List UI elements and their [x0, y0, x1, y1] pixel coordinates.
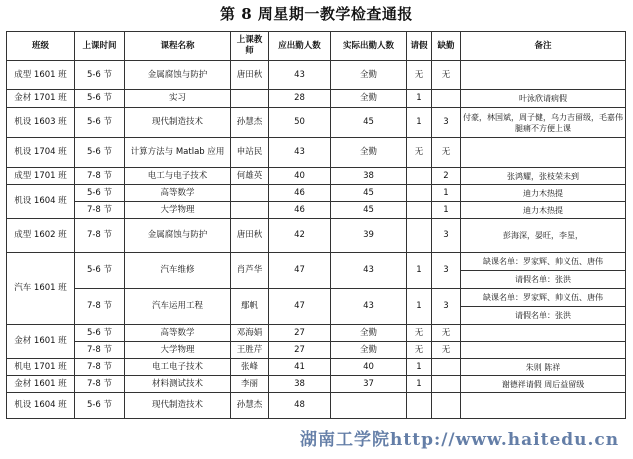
- actual-cell: 43: [331, 289, 407, 325]
- time-cell: 7-8 节: [75, 376, 125, 393]
- course-cell: 现代制造技术: [125, 108, 231, 138]
- site-watermark: 湖南工学院http://www.haitedu.cn: [300, 430, 620, 450]
- teacher-cell: 孙慧杰: [231, 108, 269, 138]
- note-cell: 缺课名单：罗家辉、帅义伍、唐伟: [461, 289, 626, 307]
- class-cell: 金材 1601 班: [7, 325, 75, 359]
- teacher-cell: [231, 185, 269, 202]
- leave-cell: 1: [407, 253, 432, 289]
- due-cell: 48: [269, 393, 331, 419]
- table-row: [7, 342, 626, 359]
- time-cell: 5-6 节: [75, 325, 125, 342]
- actual-cell: 37: [331, 376, 407, 393]
- header-teacher: 上课教师: [231, 32, 269, 61]
- leave-cell: 1: [407, 108, 432, 138]
- note-cell: 请假名单：张洪: [461, 307, 626, 325]
- actual-cell: 45: [331, 202, 407, 219]
- time-cell: 5-6 节: [75, 61, 125, 90]
- due-cell: 43: [269, 61, 331, 90]
- leave-cell: 1: [407, 376, 432, 393]
- due-cell: 38: [269, 376, 331, 393]
- class-cell: 汽车 1601 班: [7, 253, 75, 325]
- table-row: [7, 61, 626, 90]
- note-cell: 迪力木热提: [461, 185, 626, 202]
- due-cell: 27: [269, 342, 331, 359]
- teacher-cell: 鄢帆: [231, 289, 269, 325]
- due-cell: 42: [269, 219, 331, 253]
- note-cell: 缺课名单：罗家辉、帅义伍、唐伟: [461, 253, 626, 271]
- actual-cell: 43: [331, 253, 407, 289]
- class-cell: 成型 1701 班: [7, 168, 75, 185]
- teacher-cell: 邓海娟: [231, 325, 269, 342]
- teacher-cell: [231, 90, 269, 108]
- course-cell: 金属腐蚀与防护: [125, 219, 231, 253]
- table-row: [7, 185, 626, 202]
- absent-cell: 3: [432, 253, 461, 289]
- course-cell: 汽车维修: [125, 253, 231, 289]
- note-cell: 朱则 陈祥: [461, 359, 626, 376]
- course-cell: 材料测试技术: [125, 376, 231, 393]
- absent-cell: 无: [432, 138, 461, 168]
- class-cell: 机设 1604 班: [7, 393, 75, 419]
- table-row: [7, 168, 626, 185]
- actual-cell: [331, 393, 407, 419]
- table-row: [7, 393, 626, 419]
- absent-cell: 1: [432, 185, 461, 202]
- table-row: [7, 376, 626, 393]
- note-cell: 叶泳欣请病假: [461, 90, 626, 108]
- table-row: [7, 108, 626, 138]
- absent-cell: [432, 90, 461, 108]
- time-cell: 5-6 节: [75, 90, 125, 108]
- due-cell: 41: [269, 359, 331, 376]
- course-cell: 电工电子技术: [125, 359, 231, 376]
- course-cell: 实习: [125, 90, 231, 108]
- leave-cell: [407, 168, 432, 185]
- absent-cell: 3: [432, 219, 461, 253]
- leave-cell: 1: [407, 359, 432, 376]
- leave-cell: [407, 393, 432, 419]
- time-cell: 7-8 节: [75, 168, 125, 185]
- actual-cell: 全勤: [331, 325, 407, 342]
- course-cell: 现代制造技术: [125, 393, 231, 419]
- note-cell: 谢德祥请假 周后益留级: [461, 376, 626, 393]
- teacher-cell: 李丽: [231, 376, 269, 393]
- due-cell: 46: [269, 185, 331, 202]
- note-cell: 请假名单：张洪: [461, 271, 626, 289]
- time-cell: 7-8 节: [75, 202, 125, 219]
- time-cell: 7-8 节: [75, 342, 125, 359]
- due-cell: 46: [269, 202, 331, 219]
- class-cell: 成型 1602 班: [7, 219, 75, 253]
- leave-cell: 无: [407, 342, 432, 359]
- due-cell: 50: [269, 108, 331, 138]
- absent-cell: 无: [432, 342, 461, 359]
- actual-cell: 全勤: [331, 138, 407, 168]
- table-row: [7, 138, 626, 168]
- table-row: [7, 219, 626, 253]
- table-row: [7, 325, 626, 342]
- leave-cell: [407, 202, 432, 219]
- table-row: [7, 359, 626, 376]
- leave-cell: [407, 219, 432, 253]
- absent-cell: 2: [432, 168, 461, 185]
- due-cell: 28: [269, 90, 331, 108]
- teacher-cell: 张峰: [231, 359, 269, 376]
- actual-cell: 38: [331, 168, 407, 185]
- header-course: 课程名称: [125, 32, 231, 61]
- actual-cell: 39: [331, 219, 407, 253]
- teacher-cell: 何雄英: [231, 168, 269, 185]
- header-due: 应出勤人数: [269, 32, 331, 61]
- leave-cell: 无: [407, 61, 432, 90]
- note-cell: [461, 61, 626, 90]
- absent-cell: 3: [432, 289, 461, 325]
- time-cell: 7-8 节: [75, 359, 125, 376]
- teacher-cell: 孙慧杰: [231, 393, 269, 419]
- table-row: [7, 253, 626, 271]
- class-cell: 金材 1701 班: [7, 90, 75, 108]
- time-cell: 7-8 节: [75, 219, 125, 253]
- note-cell: 付豪，林国斌，周子健，乌力吉留级，毛嘉伟腿痛不方便上课: [461, 108, 626, 138]
- absent-cell: 3: [432, 108, 461, 138]
- actual-cell: 45: [331, 108, 407, 138]
- time-cell: 5-6 节: [75, 393, 125, 419]
- class-cell: 机设 1704 班: [7, 138, 75, 168]
- course-cell: 电工与电子技术: [125, 168, 231, 185]
- teacher-cell: 王胜芹: [231, 342, 269, 359]
- teacher-cell: 申站民: [231, 138, 269, 168]
- note-cell: [461, 138, 626, 168]
- header-time: 上课时间: [75, 32, 125, 61]
- due-cell: 47: [269, 253, 331, 289]
- course-cell: 高等数学: [125, 185, 231, 202]
- due-cell: 47: [269, 289, 331, 325]
- time-cell: 5-6 节: [75, 253, 125, 289]
- leave-cell: 无: [407, 325, 432, 342]
- table-row: [7, 90, 626, 108]
- time-cell: 5-6 节: [75, 108, 125, 138]
- absent-cell: [432, 359, 461, 376]
- class-cell: 机设 1603 班: [7, 108, 75, 138]
- note-cell: 迪力木热提: [461, 202, 626, 219]
- class-cell: 金材 1601 班: [7, 376, 75, 393]
- teacher-cell: 唐田秋: [231, 61, 269, 90]
- note-cell: 张鸿耀，张枝荣未到: [461, 168, 626, 185]
- class-cell: 成型 1601 班: [7, 61, 75, 90]
- course-cell: 高等数学: [125, 325, 231, 342]
- absent-cell: [432, 393, 461, 419]
- header-leave: 请假: [407, 32, 432, 61]
- actual-cell: 45: [331, 185, 407, 202]
- course-cell: 金属腐蚀与防护: [125, 61, 231, 90]
- course-cell: 汽车运用工程: [125, 289, 231, 325]
- note-cell: [461, 393, 626, 419]
- actual-cell: 全勤: [331, 342, 407, 359]
- attendance-table: [6, 31, 626, 419]
- time-cell: 7-8 节: [75, 289, 125, 325]
- due-cell: 40: [269, 168, 331, 185]
- absent-cell: 1: [432, 202, 461, 219]
- report-title: 第 8 周星期一教学检查通报: [220, 5, 413, 23]
- note-cell: [461, 342, 626, 359]
- absent-cell: 无: [432, 61, 461, 90]
- leave-cell: 无: [407, 138, 432, 168]
- leave-cell: 1: [407, 90, 432, 108]
- header-class: 班级: [7, 32, 75, 61]
- actual-cell: 全勤: [331, 61, 407, 90]
- course-cell: 大学物理: [125, 342, 231, 359]
- table-header-row: [7, 32, 626, 61]
- absent-cell: [432, 376, 461, 393]
- due-cell: 27: [269, 325, 331, 342]
- leave-cell: [407, 185, 432, 202]
- actual-cell: 40: [331, 359, 407, 376]
- teacher-cell: 肖芦华: [231, 253, 269, 289]
- course-cell: 计算方法与 Matlab 应用: [125, 138, 231, 168]
- course-cell: 大学物理: [125, 202, 231, 219]
- header-note: 备注: [461, 32, 626, 61]
- teacher-cell: 唐田秋: [231, 219, 269, 253]
- teacher-cell: [231, 202, 269, 219]
- leave-cell: 1: [407, 289, 432, 325]
- time-cell: 5-6 节: [75, 138, 125, 168]
- table-row: [7, 202, 626, 219]
- note-cell: [461, 325, 626, 342]
- note-cell: 彭海深，晏旺，李星，: [461, 219, 626, 253]
- class-cell: 机设 1604 班: [7, 185, 75, 219]
- class-cell: 机电 1701 班: [7, 359, 75, 376]
- actual-cell: 全勤: [331, 90, 407, 108]
- header-absent: 缺勤: [432, 32, 461, 61]
- time-cell: 5-6 节: [75, 185, 125, 202]
- due-cell: 43: [269, 138, 331, 168]
- table-row: [7, 289, 626, 307]
- header-actual: 实际出勤人数: [331, 32, 407, 61]
- absent-cell: 无: [432, 325, 461, 342]
